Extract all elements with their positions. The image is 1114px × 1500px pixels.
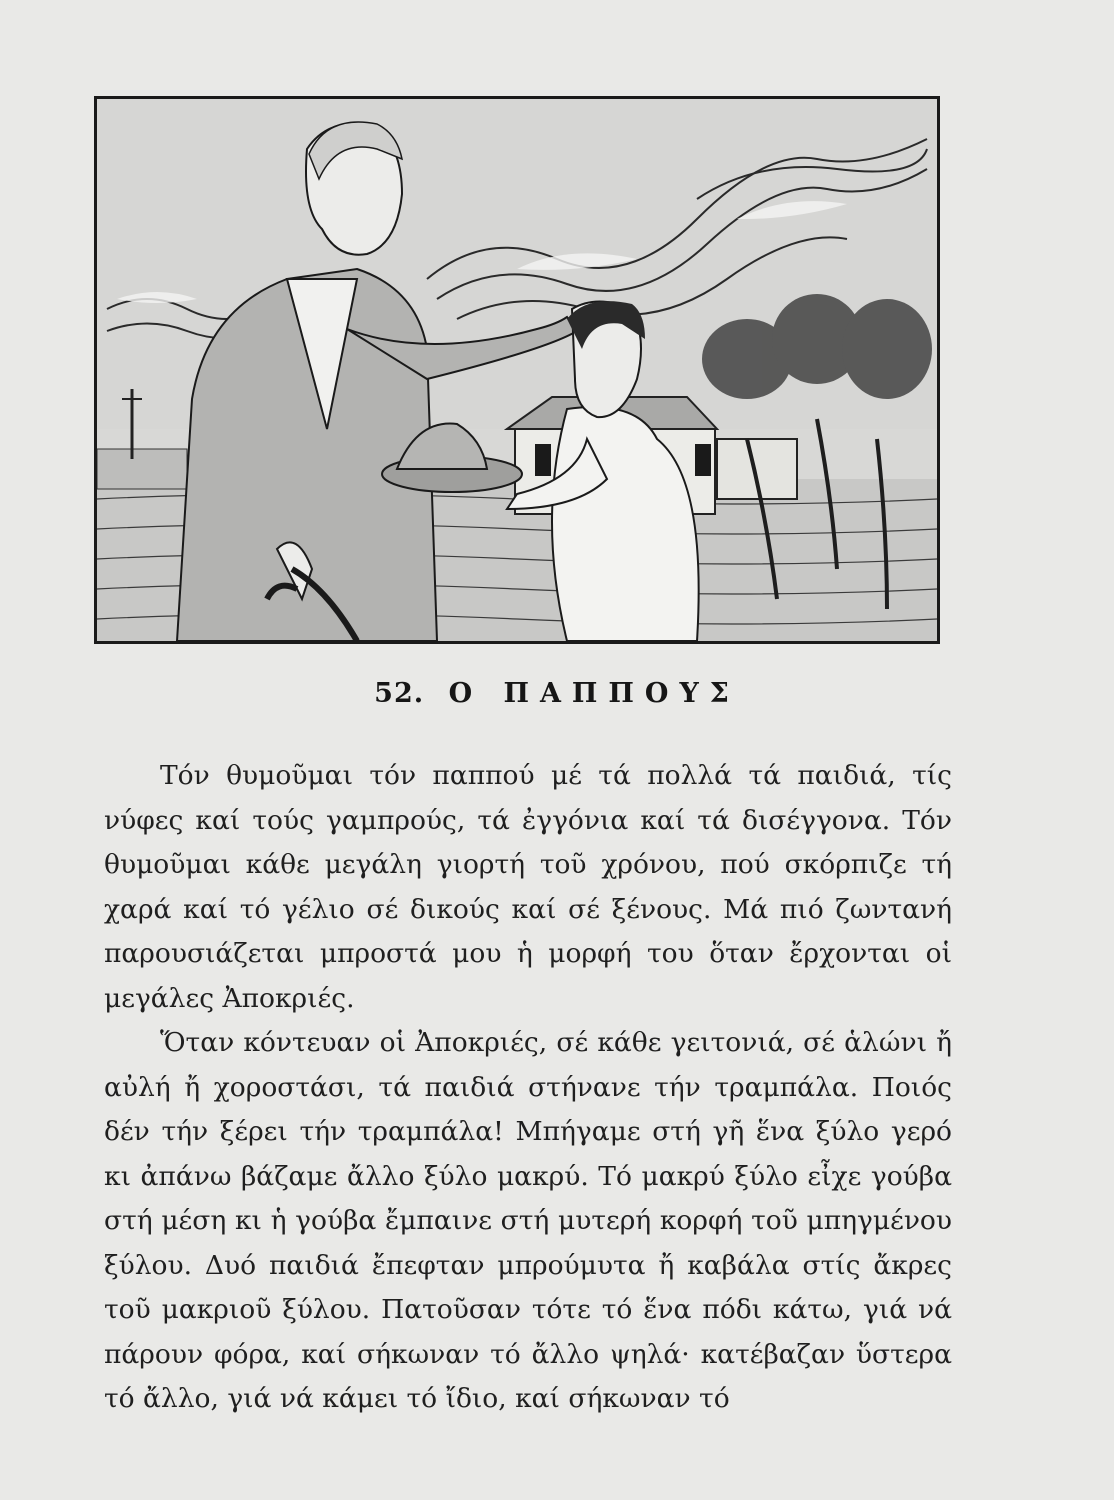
paragraph-2: Ὅταν κόντευαν οἱ Ἀποκριές, σέ κάθε γειτονιά, σέ ἁλώνι ἤ αὐλή ἤ χοροστάσι, τά παιδιά στήνανε τήν τραμπάλα. Ποιός δέν τήν ξέρει τήν τραμπάλα! Μπήγαμε στή γῆ ἕνα ξύλο γερό κι ἀπάνω βάζαμε ἄλλο ξύλο μακρύ. Τό μακρύ ξύλο εἶχε γούβα στή μέση κι ἡ γούβα ἔμπαινε στή μυτερή κορφή τοῦ μπηγμένου ξύλου. Δυό παιδιά ἔπεφταν μπρούμυτα ἤ καβάλα στίς ἄκρες τοῦ μακριοῦ ξύλου. Πατοῦσαν τότε τό ἕνα πόδι κάτω, γιά νά πάρουν φόρα, καί σήκωναν τό ἄλλο ψηλά· κατέβαζαν ὕστερα τό ἄλλο, γιά νά κάμει τό ἴδιο, καί σήκωναν τό [104,1027,952,1414]
chapter-title [0,678,1114,709]
chapter-illustration [94,96,940,644]
chapter-body [104,754,952,1422]
chapter-title-text: Ο ΠΑΠΠΟΥΣ [448,678,740,709]
grandfather-and-boy-illustration-icon [97,99,937,641]
chapter-number: 52. [374,678,425,709]
paragraph-1: Τόν θυμοῦμαι τόν παππού μέ τά πολλά τά παιδιά, τίς νύφες καί τούς γαμπρούς, τά ἐγγόνια καί τά δισέγγονα. Τόν θυμοῦμαι κάθε μεγάλη γιορτή τοῦ χρόνου, πού σκόρπιζε τή χαρά καί τό γέλιο σέ δικούς καί σέ ξένους. Μά πιό ζωντανή παρουσιάζεται μπροστά μου ἡ μορφή του ὅταν ἔρχονται οἱ μεγάλες Ἀποκριές. [104,760,952,1014]
